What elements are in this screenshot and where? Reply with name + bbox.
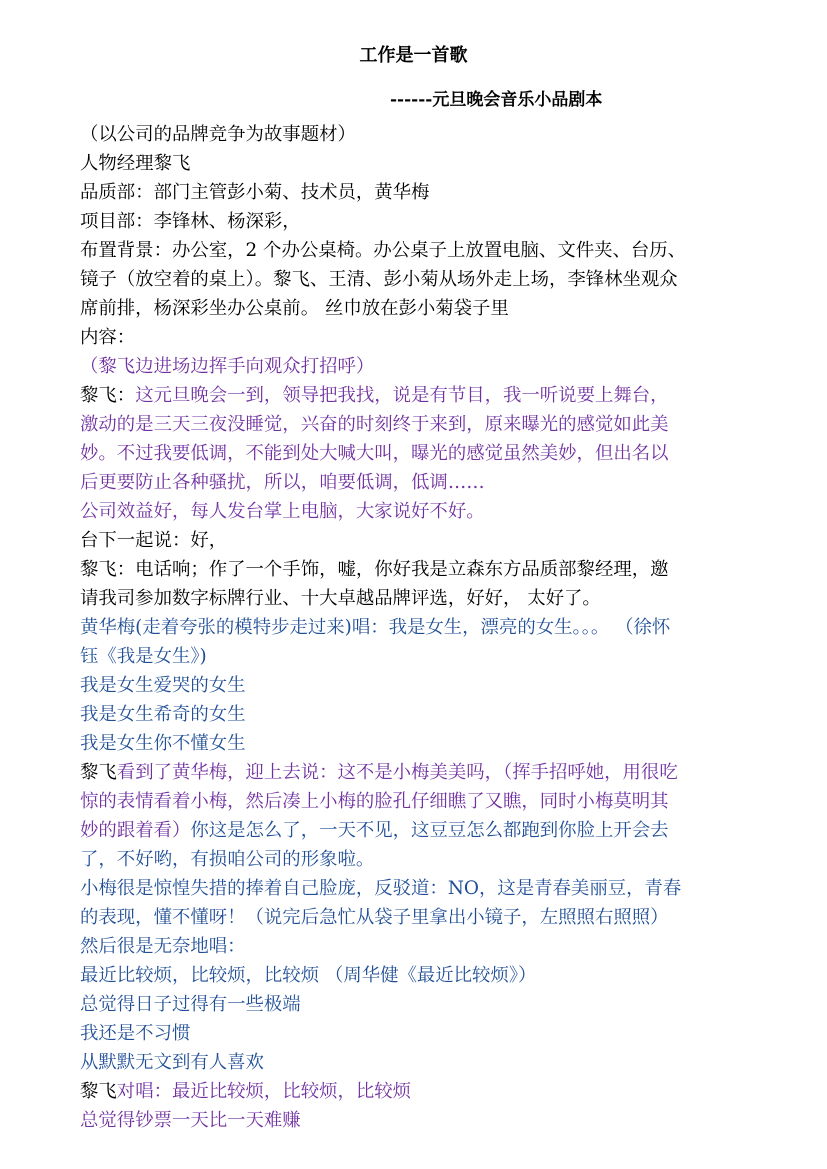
text-line [80,236,750,265]
text-line [80,1048,750,1077]
text-line [80,207,750,236]
text-line [80,584,750,613]
text-segment: 小梅很是惊惶失措的捧着自己脸庞，反驳道：NO，这是青春美丽豆，青春 [80,878,682,899]
text-line [80,1019,750,1048]
text-line [80,468,750,497]
text-segment: 黎飞 [80,1081,117,1102]
text-line [80,671,750,700]
text-segment: 惊的表情看着小梅，然后凑上小梅的脸孔仔细瞧了又瞧，同时小梅莫明其 [80,791,669,812]
text-line [80,700,750,729]
text-line [80,787,750,816]
text-line [80,845,750,874]
text-segment: 我是女生希奇的女生 [80,704,246,725]
text-line [80,613,750,642]
text-segment: 看到了黄华梅，迎上去说：这不是小梅美美吗，（挥手招呼她，用很吃 [116,762,678,783]
text-segment: 我是女生爱哭的女生 [80,675,246,696]
text-segment: 席前排，杨深彩坐办公桌前。 丝巾放在彭小菊袋子里 [80,298,509,319]
text-segment: 镜子（放空着的桌上）。黎飞、王清、彭小菊从场外走上场，李锋林坐观众 [80,269,678,290]
text-line [80,1106,750,1135]
text-line [80,903,750,932]
text-segment: 黎飞 [80,762,117,783]
text-line [80,642,750,671]
text-segment: 内容： [80,327,136,348]
text-line [80,294,750,323]
text-line [80,729,750,758]
text-segment: 最近比较烦，比较烦，比较烦 （周华健《最近比较烦》） [80,965,537,986]
text-segment: 你这是怎么了，一天不见，这豆豆怎么都跑到你脸上开会去 [190,820,669,841]
text-segment: 的表现，懂不懂呀！（说完后急忙从袋子里拿出小镜子，左照照右照照） [80,907,669,928]
text-segment: 我是女生你不懂女生 [80,733,246,754]
text-segment: 后更要防止各种骚扰，所以，咱要低调，低调…… [80,472,485,493]
text-segment: （以公司的品牌竞争为故事题材） [80,124,356,145]
document-subtitle: ------元旦晚会音乐小品剧本 [390,90,603,110]
text-segment: 公司效益好，每人发台掌上电脑，大家说好不好。 [80,501,485,522]
text-segment: 项目部：李锋林、杨深彩， [80,211,301,232]
text-segment: 然后很是无奈地唱： [80,936,246,957]
text-segment: 妙的跟着看） [80,820,191,841]
text-segment: 布置背景：办公室，2 个办公桌椅。办公桌子上放置电脑、文件夹、台历、 [80,240,687,261]
text-line [80,932,750,961]
text-line [80,874,750,903]
text-segment: 妙。不过我要低调，不能到处大喊大叫，曝光的感觉虽然美妙，但出名以 [80,443,669,464]
document-title: 工作是一首歌 [359,45,468,66]
text-segment: 钰《我是女生》) [80,646,207,667]
text-line [80,816,750,845]
text-segment: 总觉得日子过得有一些极端 [80,994,301,1015]
text-line [80,758,750,787]
text-line [80,497,750,526]
text-line [80,439,750,468]
text-line [80,323,750,352]
text-line [80,265,750,294]
text-segment: 黄华梅(走着夸张的模特步走过来)唱：我是女生，漂亮的女生。。。 （徐怀 [80,617,671,638]
text-line [80,352,750,381]
document-body [80,120,750,1135]
text-segment: 对唱：最近比较烦，比较烦，比较烦 [116,1081,412,1102]
text-segment: 黎飞： [80,385,136,406]
text-line [80,178,750,207]
text-segment: 这元旦晚会一到，领导把我找，说是有节目，我一听说要上舞台， [135,385,669,406]
text-segment: 品质部：部门主管彭小菊、技术员，黄华梅 [80,182,430,203]
text-segment: 台下一起说：好， [80,530,228,551]
text-line [80,1077,750,1106]
text-segment: 黎飞：电话响；作了一个手饰，嘘，你好我是立森东方品质部黎经理，邀 [80,559,669,580]
text-segment: 从默默无文到有人喜欢 [80,1052,264,1073]
text-line [80,526,750,555]
text-line [80,410,750,439]
text-line [80,961,750,990]
text-line [80,120,750,149]
text-segment: 激动的是三天三夜没睡觉，兴奋的时刻终于来到，原来曝光的感觉如此美 [80,414,669,435]
text-segment: 请我司参加数字标牌行业、十大卓越品牌评选，好好， 太好了。 [80,588,601,609]
text-line [80,381,750,410]
text-segment: （黎飞边进场边挥手向观众打招呼） [80,356,375,377]
text-line [80,149,750,178]
text-line [80,990,750,1019]
text-line [80,555,750,584]
text-segment: 人物经理黎飞 [80,153,191,174]
text-segment: 我还是不习惯 [80,1023,191,1044]
text-segment: 了，不好哟，有损咱公司的形象啦。 [80,849,375,870]
text-segment: 总觉得钞票一天比一天难赚 [80,1110,301,1131]
